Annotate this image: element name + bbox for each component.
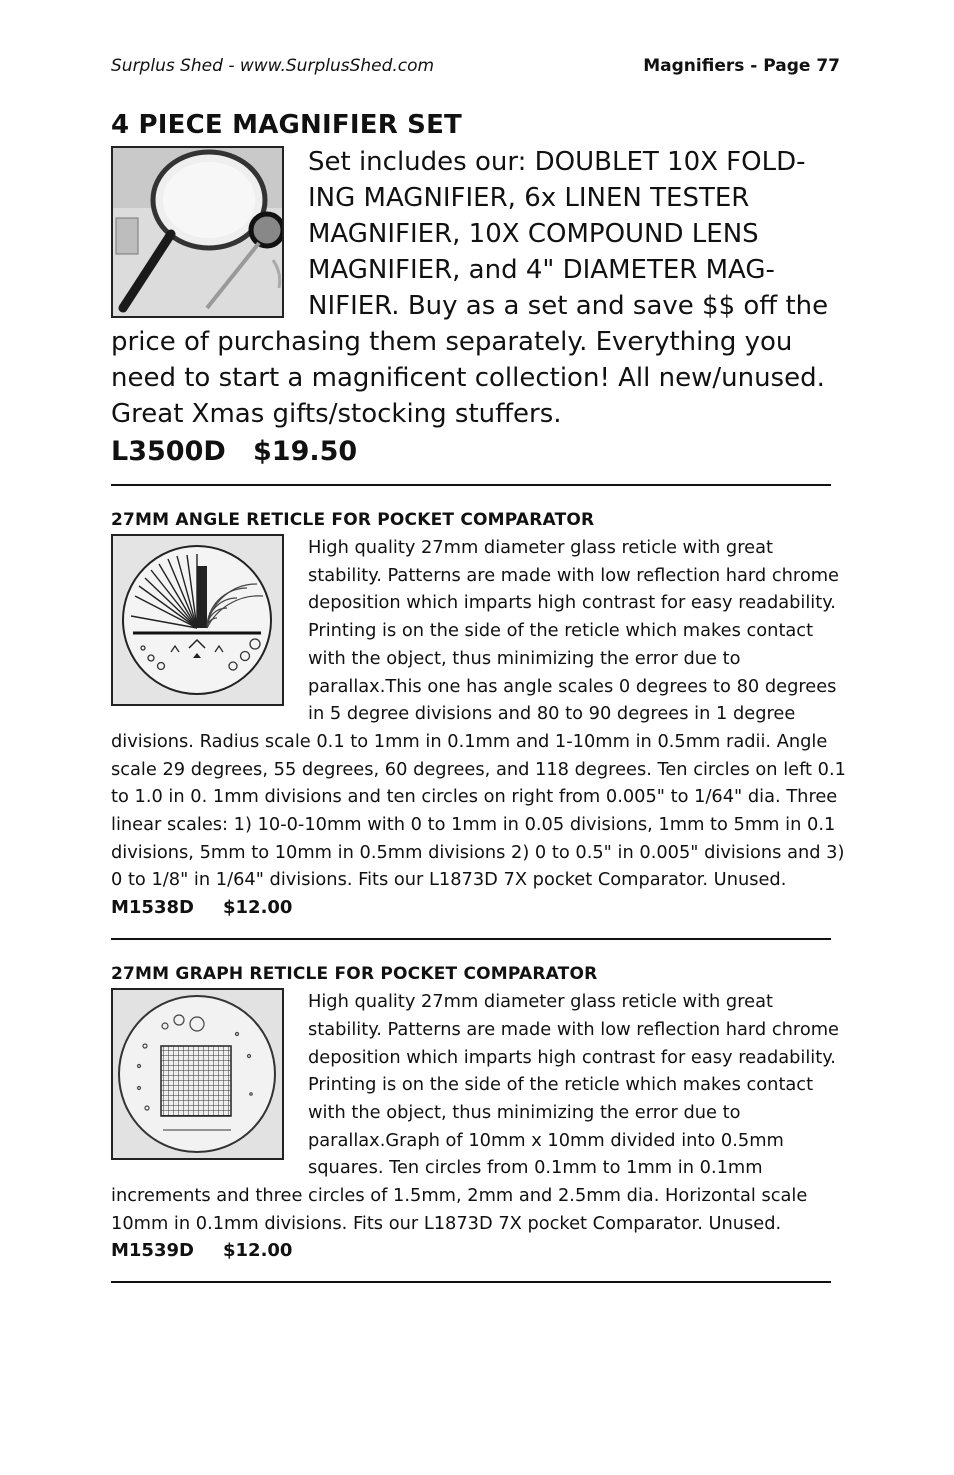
- product-title: 4 PIECE MAGNIFIER SET: [111, 110, 462, 140]
- product-description-block: [111, 534, 846, 894]
- product-photo-magnifier-set: [111, 146, 284, 318]
- product-description: High quality 27mm diameter glass reticle with great stability. Patterns are made with low reflection hard chrome deposition which imparts high contrast for easy readability. Printing is on the side of the reticle which makes contact with the object, thus minimizing the error due to parallax.Graph of 10mm x 10mm divided into 0.5mm squares. Ten circles from 0.1mm to 1mm in 0.1mm increments and three circles of 1.5mm, 2mm and 2.5mm dia. Horizontal scale 10mm in 0.1mm divisions. Fits our L1873D 7X pocket Comparator. Unused.: [111, 991, 839, 1234]
- product-price-line: [111, 1237, 846, 1265]
- section-divider: [111, 1281, 831, 1283]
- catalog-page: [111, 56, 846, 1283]
- product-description: High quality 27mm diameter glass reticle with great stability. Patterns are made with low reflection hard chrome deposition which imparts high contrast for easy readability. Printing is on the side of the reticle which makes contact with the object, thus minimizing the error due to parallax.This one has angle scales 0 degrees to 80 degrees in 5 degree divisions and 80 to 90 degrees in 1 degree divisions. Radius scale 0.1 to 1mm in 0.1mm and 1-10mm in 0.5mm radii. Angle scale 29 degrees, 55 degrees, 60 degrees, and 118 degrees. Ten circles on left 0.1 to 1.0 in 0. 1mm divisions and ten circles on right from 0.005" to 1/64" dia. Three linear scales: 1) 10-0-10mm with 0 to 1mm in 0.05 divisions, 1mm to 5mm in 0.1 divisions, 5mm to 10mm in 0.5mm divisions 2) 0 to 0.5" in 0.005" divisions and 3) 0 to 1/8" in 1/64" divisions. Fits our L1873D 7X pocket Comparator. Unused.: [111, 537, 846, 891]
- product-price-line: [111, 894, 846, 922]
- product-graph-reticle: [111, 964, 846, 1265]
- product-magnifier-set: [111, 110, 846, 470]
- product-photo-angle-reticle: [111, 534, 284, 706]
- product-title: 27MM GRAPH RETICLE FOR POCKET COMPARATOR: [111, 964, 598, 985]
- product-price: $19.50: [253, 436, 358, 467]
- header-site: Surplus Shed - www.SurplusShed.com: [111, 56, 435, 76]
- product-description-block: [111, 144, 846, 432]
- section-divider: [111, 484, 831, 486]
- product-code: M1539D: [111, 1240, 194, 1262]
- product-price: $12.00: [223, 897, 293, 919]
- header-page-number: Magnifiers - Page 77: [643, 56, 840, 76]
- product-price: $12.00: [223, 1240, 293, 1262]
- product-title: 27MM ANGLE RETICLE FOR POCKET COMPARATOR: [111, 510, 595, 530]
- product-code: M1538D: [111, 897, 194, 919]
- section-divider: [111, 938, 831, 940]
- page-header: [111, 56, 846, 86]
- product-price-line: [111, 434, 846, 470]
- product-description-block: [111, 988, 846, 1237]
- product-angle-reticle: [111, 510, 846, 922]
- product-code: L3500D: [111, 436, 226, 467]
- product-description: Set includes our: DOUBLET 10X FOLD-ING MAGNIFIER, 6x LINEN TESTER MAGNIFIER, 10X COMPOUND LENS MAGNIFIER, and 4" DIAMETER MAG-NIFIER. Buy as a set and save $$ off the price of purchasing them separately. Everything you need to start a magnificent collection! All new/unused. Great Xmas gifts/stocking stuffers.: [111, 147, 829, 429]
- product-photo-graph-reticle: [111, 988, 284, 1160]
